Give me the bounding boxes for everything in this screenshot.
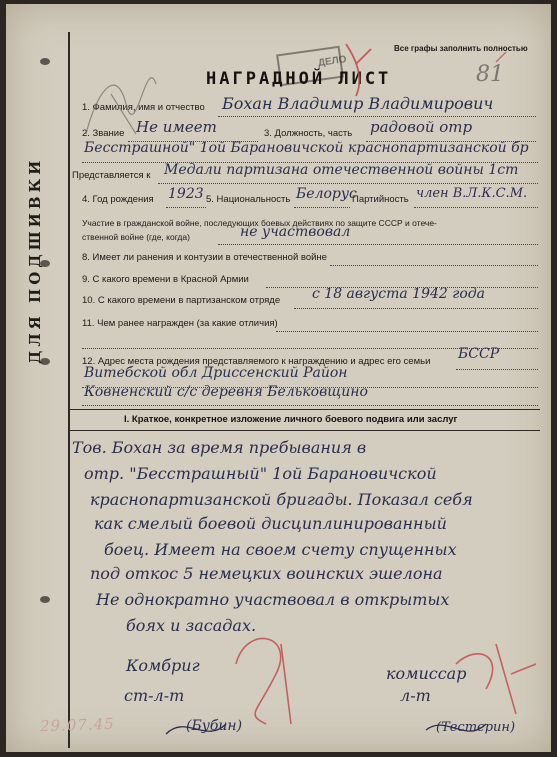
punch-hole	[40, 596, 50, 603]
pencil-number: 81	[476, 62, 504, 87]
field-10-label: 10. С какого времени в партизанском отряде	[82, 295, 281, 306]
field-12-value-line2: Витебской обл Дриссенский Район	[84, 365, 348, 381]
party-value: член В.Л.К.С.М.	[416, 186, 528, 201]
civil-war-value: не участвовал	[240, 224, 351, 240]
fill-all-fields-note: Все графы заполнить полностью	[394, 44, 528, 53]
date-stamp: 29.07.45	[39, 714, 116, 736]
field-4-label: 4. Год рождения	[82, 194, 154, 205]
award-sheet	[6, 4, 551, 752]
field-9-label: 9. С какого времени в Красной Армии	[82, 274, 249, 285]
field-5-value: Белорус	[296, 186, 357, 202]
field-4-value: 1923	[168, 186, 204, 202]
right-signatory-rank: л-т	[400, 686, 431, 705]
narrative-line-8: боях и засадах.	[126, 616, 257, 635]
left-signatory-rank: ст-л-т	[124, 686, 185, 705]
field-8-label: 8. Имеет ли ранения и контузии в отечественной войне	[82, 252, 327, 263]
spine-label: ДЛЯ ПОДШИВКИ	[26, 156, 44, 364]
field-3-value: радовой отр	[370, 118, 473, 136]
handwritten-marks	[66, 24, 546, 752]
field-11-label: 11. Чем ранее награжден (за какие отличия)	[82, 318, 278, 329]
field-5-label: 5. Национальность	[206, 194, 291, 205]
civil-war-label-line2: ственной войне (где, когда)	[82, 232, 190, 242]
left-signatory-name: (Бубин)	[186, 718, 243, 734]
narrative-line-6: под откос 5 немецких воинских эшелона	[90, 564, 443, 583]
unit-value: Бесстрашной" 1ой Барановичской краснопартизанской бр	[84, 140, 529, 156]
presented-label: Представляется к	[72, 170, 151, 181]
field-1-label: 1. Фамилия, имя и отчество	[82, 102, 205, 113]
field-3-label: 3. Должность, часть	[264, 128, 353, 139]
field-12-label: 12. Адрес места рождения представляемого к награждению и адрес его семьи	[82, 356, 431, 367]
right-signatory-title: комиссар	[386, 664, 467, 683]
field-1-value: Бохан Владимир Владимирович	[222, 94, 494, 113]
narrative-line-4: как смелый боевой дисциплинированный	[94, 514, 447, 533]
narrative-line-3: краснопартизанской бригады. Показал себя	[90, 490, 473, 509]
punch-hole	[40, 58, 50, 65]
field-12-value-line3: Ковненский с/с деревня Бельковщино	[84, 384, 368, 400]
party-label: Партийность	[352, 194, 409, 205]
field-2-label: 2. Звание	[82, 128, 125, 139]
document-title: НАГРАДНОЙ ЛИСТ	[206, 69, 392, 89]
field-2-value: Не имеет	[136, 118, 217, 136]
narrative-line-7: Не однократно участвовал в открытых	[96, 590, 450, 609]
field-10-value: с 18 августа 1942 года	[312, 286, 485, 302]
narrative-line-2: отр. "Бесстрашный" 1ой Барановичской	[84, 464, 437, 483]
case-stamp-text: ДЕЛО	[317, 54, 348, 69]
narrative-line-5: боец. Имеет на своем счету спущенных	[104, 540, 457, 559]
narrative-line-1: Тов. Бохан за время пребывания в	[72, 438, 367, 457]
left-signatory-title: Комбриг	[126, 656, 200, 675]
civil-war-label-line1: Участие в гражданской войне, последующих боевых действиях по защите СССР и отече-	[82, 218, 437, 228]
field-12-value-line1: БССР	[458, 346, 500, 362]
right-signatory-name: (Тестерин)	[436, 720, 516, 735]
section-title: I. Краткое, конкретное изложение личного боевого подвига или заслуг	[124, 414, 458, 425]
presented-value: Медали партизана отечественной войны 1ст	[164, 162, 519, 178]
